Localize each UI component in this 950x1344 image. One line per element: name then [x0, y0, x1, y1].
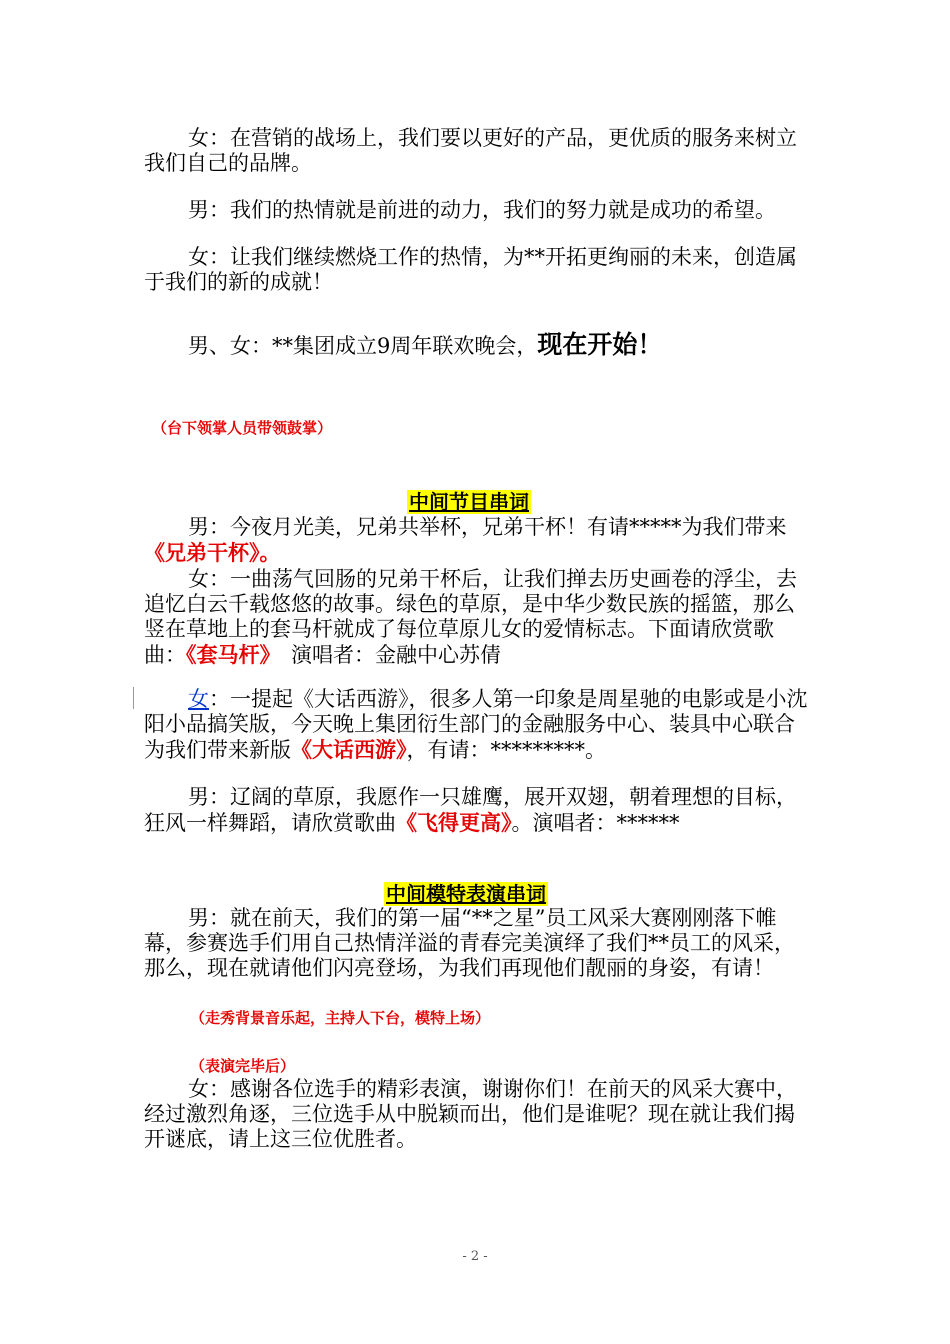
section-heading: 中间节目串词 — [409, 490, 529, 514]
paragraph-text: 男：辽阔的草原，我愿作一只雄鹰，展开双翅，朝着理想的目标，狂风一样舞蹈，请欣赏歌曲 — [144, 785, 797, 835]
revision-bar — [133, 687, 134, 709]
dialogue-paragraph — [144, 785, 812, 836]
paragraph-text: 男：我们的热情就是前进的动力，我们的努力就是成功的希望。 — [188, 198, 776, 222]
dialogue-paragraph — [144, 515, 812, 566]
performer-text: 演唱者：金融中心苏倩 — [270, 643, 501, 667]
announcement-text: 男、女：**集团成立9周年联欢晚会， — [188, 334, 538, 358]
paragraph-text: 女：一曲荡气回肠的兄弟干杯后，让我们掸去历史画卷的浮尘，去追忆白云千载悠悠的故事。绿色的草原，是中华少数民族的摇篮，那么竖在草地上的套马杆就成了每位草原儿女的爱情标志。下面请欣赏歌曲： — [144, 567, 797, 667]
dialogue-paragraph — [144, 567, 812, 668]
paragraph-text: 女：让我们继续燃烧工作的热情，为**开拓更绚丽的未来，创造属于我们的新的成就！ — [144, 245, 797, 294]
announcement-emphasis: 现在开始！ — [537, 330, 663, 359]
stage-direction: （走秀背景音乐起，主持人下台，模特上场） — [190, 1009, 491, 1027]
paragraph-text: 女：在营销的战场上，我们要以更好的产品，更优质的服务来树立我们自己的品牌。 — [144, 126, 797, 175]
program-title: 《兄弟干杯》。 — [144, 540, 281, 565]
paragraph-text: 女：感谢各位选手的精彩表演，谢谢你们！在前天的风采大赛中，经过激烈角逐，三位选手从中脱颖而出，他们是谁呢？现在就让我们揭开谜底，请上这三位优胜者。 — [144, 1077, 797, 1151]
program-title: 《套马杆》 — [186, 642, 270, 667]
section-heading: 中间模特表演串词 — [386, 882, 546, 906]
dialogue-paragraph — [144, 687, 812, 763]
page-number: - 2 - — [462, 1249, 488, 1264]
dialogue-paragraph — [144, 1077, 812, 1152]
opening-announcement — [144, 330, 812, 361]
stage-direction: （台下领掌人员带领鼓掌） — [152, 419, 333, 437]
dialogue-paragraph — [144, 906, 812, 981]
program-title: 《飞得更高》 — [396, 810, 512, 835]
paragraph-text: ：一提起《大话西游》，很多人第一印象是周星驰的电影或是小沈阳小品搞笑版，今天晚上集团衍生部门的金融服务中心、装具中心联合为我们带来新版 — [144, 687, 808, 762]
program-title: 《大话西游》 — [291, 737, 407, 762]
performer-text: ，有请：*********。 — [406, 738, 606, 762]
speaker-link[interactable]: 女 — [188, 687, 209, 711]
paragraph-text: 男：就在前天，我们的第一届“**之星”员工风采大赛刚刚落下帷幕，参赛选手们用自己热情洋溢的青春完美演绎了我们**员工的风采，那么，现在就请他们闪亮登场，为我们再现他们靓丽的身姿，有请！ — [144, 906, 795, 980]
dialogue-paragraph — [144, 245, 812, 295]
stage-direction: （表演完毕后） — [190, 1057, 296, 1075]
paragraph-text: 男：今夜月光美，兄弟共举杯，兄弟干杯！有请*****为我们带来 — [188, 515, 787, 539]
performer-text: 。演唱者：****** — [511, 811, 680, 835]
dialogue-paragraph — [144, 126, 812, 176]
dialogue-paragraph — [144, 198, 812, 223]
